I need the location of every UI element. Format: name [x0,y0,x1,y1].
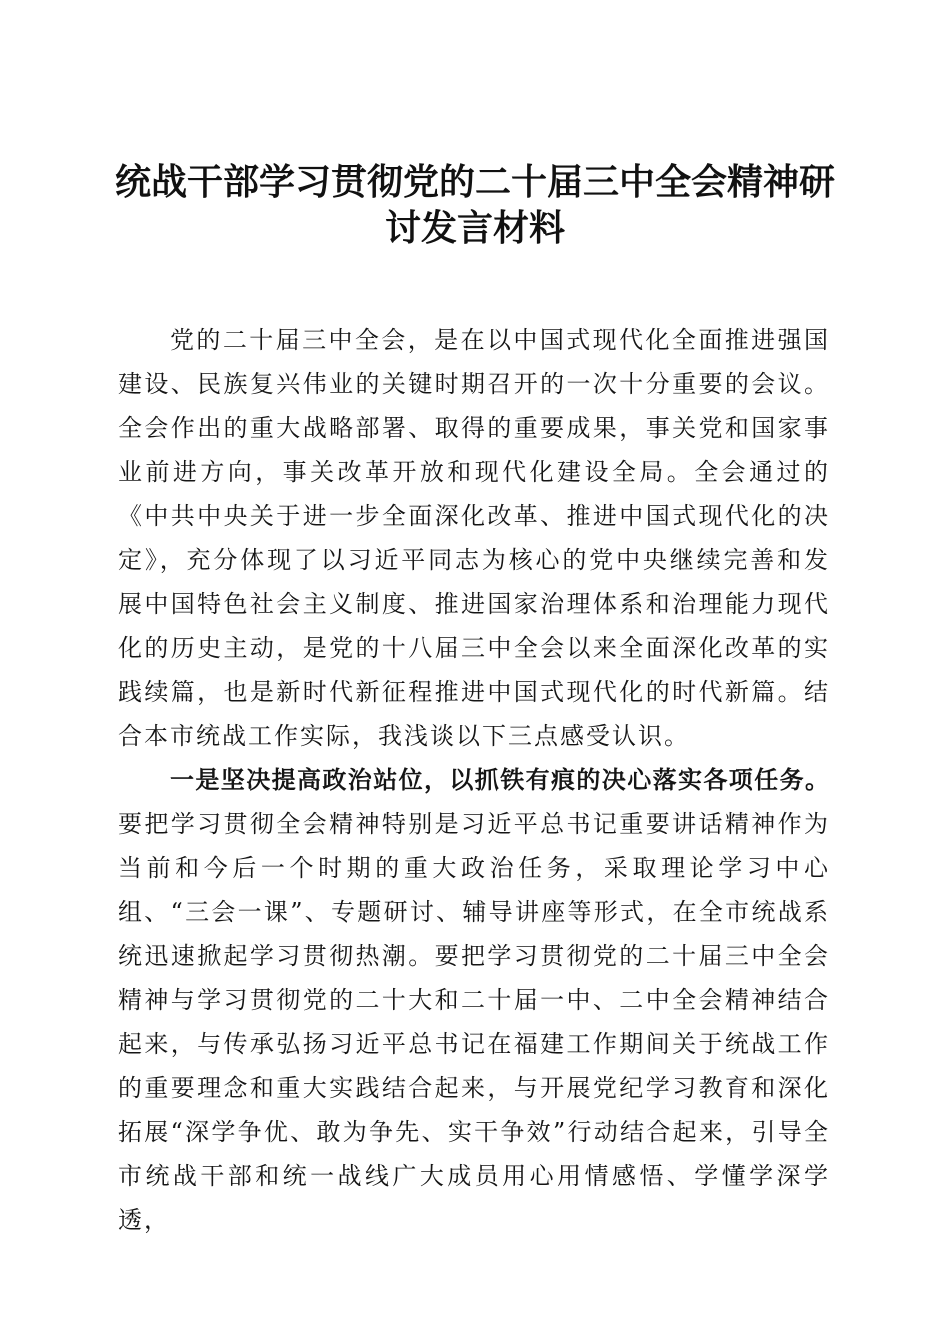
paragraph-point-one-heading: 一是坚决提高政治站位，以抓铁有痕的决心落实各项任务。 [170,766,830,794]
document-title: 统战干部学习贯彻党的二十届三中全会精神研讨发言材料 [114,162,835,249]
paragraph-intro [118,318,830,758]
paragraph-point-one [118,758,830,1242]
document-body [118,318,830,1242]
paragraph-point-one-text: 要把学习贯彻全会精神特别是习近平总书记重要讲话精神作为当前和今后一个时期的重大政治任务，采取理论学习中心组、“三会一课”、专题研讨、辅导讲座等形式，在全市统战系统迅速掀起学习贯彻热潮。要把学习贯彻党的二十届三中全会精神与学习贯彻党的二十大和二十届一中、二中全会精神结合起来，与传承弘扬习近平总书记在福建工作期间关于统战工作的重要理念和重大实践结合起来，与开展党纪学习教育和深化拓展“深学争优、敢为争先、实干争效”行动结合起来，引导全市统战干部和统一战线广大成员用心用情感悟、学懂学深学透， [118,810,830,1234]
paragraph-intro-text: 党的二十届三中全会，是在以中国式现代化全面推进强国建设、民族复兴伟业的关键时期召开的一次十分重要的会议。全会作出的重大战略部署、取得的重要成果，事关党和国家事业前进方向，事关改革开放和现代化建设全局。全会通过的《中共中央关于进一步全面深化改革、推进中国式现代化的决定》，充分体现了以习近平同志为核心的党中央继续完善和发展中国特色社会主义制度、推进国家治理体系和治理能力现代化的历史主动，是党的十八届三中全会以来全面深化改革的实践续篇，也是新时代新征程推进中国式现代化的时代新篇。结合本市统战工作实际，我浅谈以下三点感受认识。 [118,326,830,750]
